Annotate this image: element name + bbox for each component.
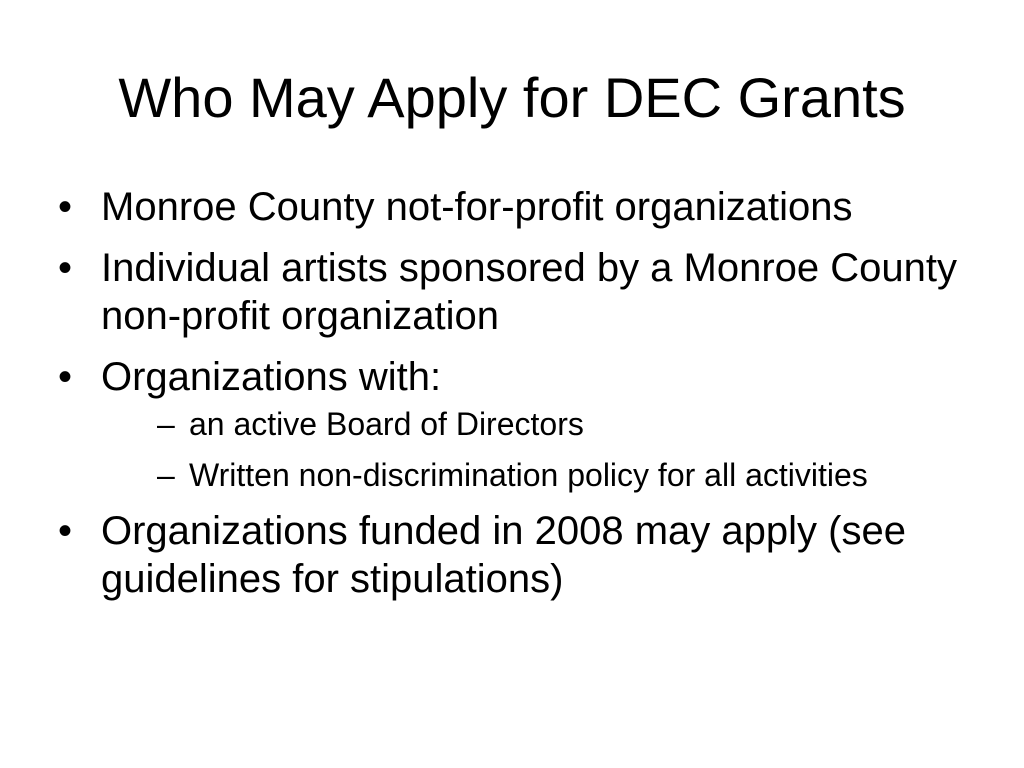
- sub-bullet-text: Written non-discrimination policy for all activities: [189, 457, 868, 493]
- bullet-item: [58, 507, 978, 603]
- slide-title: Who May Apply for DEC Grants: [118, 66, 906, 129]
- sub-bullet-text: an active Board of Directors: [189, 406, 584, 442]
- bullet-list: [58, 183, 978, 616]
- bullet-text: Organizations with:: [101, 355, 442, 399]
- bullet-dot: •: [58, 509, 73, 553]
- bullet-item: [58, 244, 978, 340]
- sub-bullet-list: [101, 405, 978, 494]
- sub-bullet-dash: –: [157, 406, 175, 442]
- bullet-text: Individual artists sponsored by a Monroe County non-profit organization: [101, 246, 958, 338]
- bullet-dot: •: [58, 185, 73, 229]
- bullet-dot: •: [58, 246, 73, 290]
- sub-bullet-item: [101, 456, 969, 494]
- bullet-text: Monroe County not-for-profit organizations: [101, 185, 853, 229]
- bullet-item: [58, 353, 978, 494]
- sub-bullet-dash: –: [157, 457, 175, 493]
- bullet-item: [58, 183, 978, 231]
- bullet-text: Organizations funded in 2008 may apply (see guidelines for stipulations): [101, 509, 906, 601]
- bullet-dot: •: [58, 355, 73, 399]
- sub-bullet-item: [101, 405, 969, 443]
